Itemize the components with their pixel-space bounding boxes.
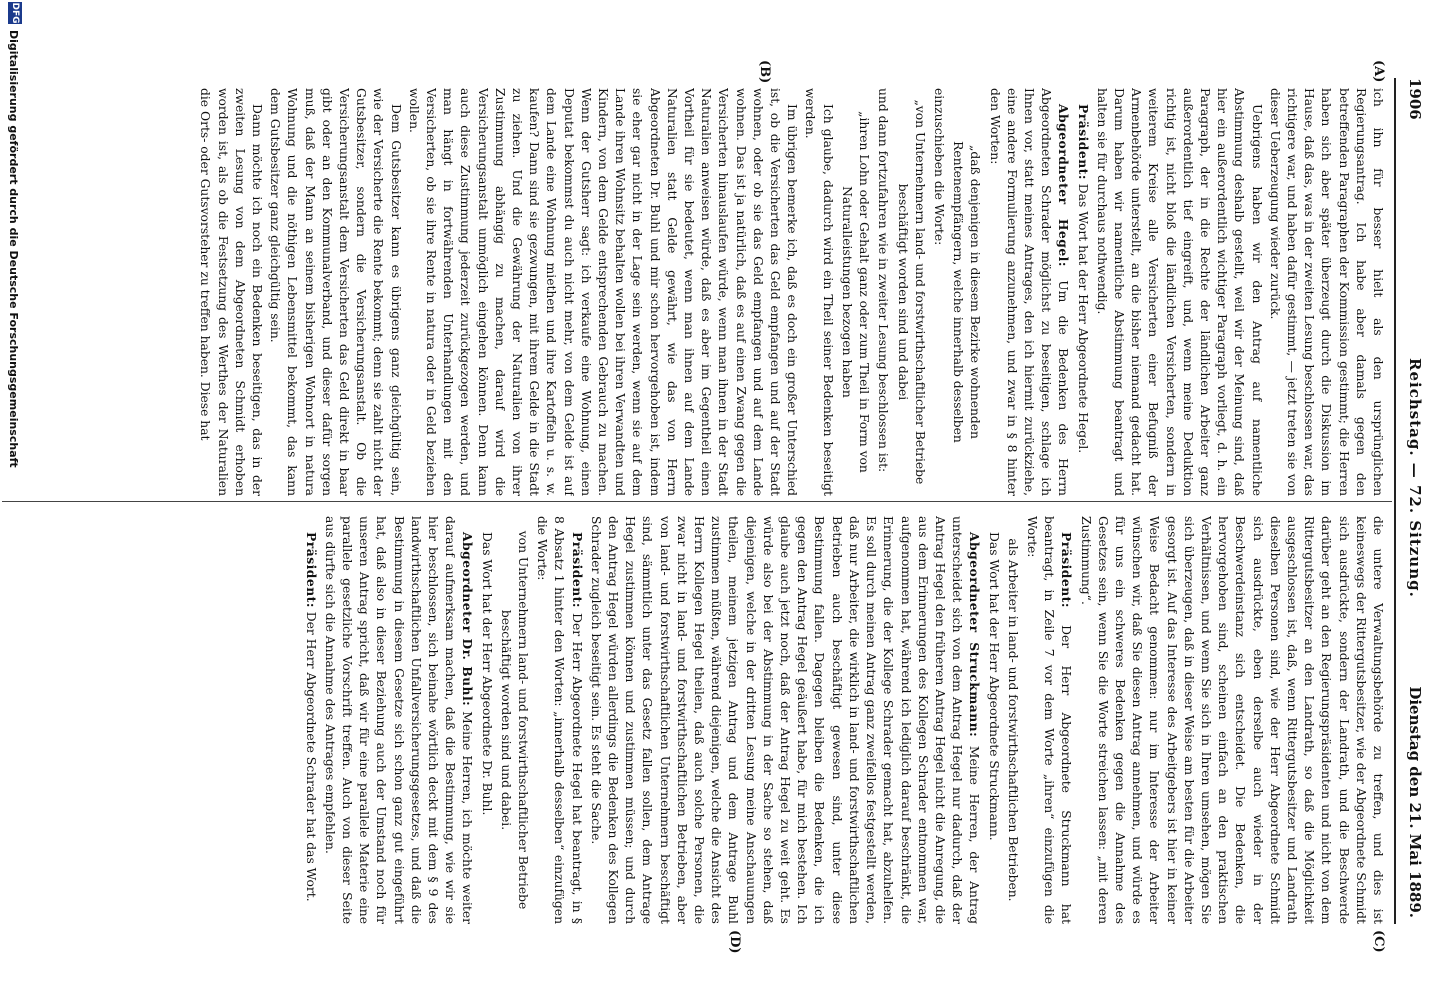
session-date: Dienstag den 21. Mai 1889. xyxy=(1406,686,1424,918)
digitization-footer xyxy=(0,0,28,1000)
speech-president xyxy=(1073,88,1091,496)
paragraph: Dem Gutsbesitzer kann es übrigens ganz gleichgültig sein, wie der Versicherte die Rente bekommt; denn sie zahlt nicht der Gutsbesitzer, sondern die Versicherungsanstalt. Ob die Versicherungsanstalt dem Versicherten das Geld direkt in baar gibt oder an den Kommunalverband, und dieser dafür sorgen muß, daß der Mann an seinem bisherigen Wohnort in natura Wohnung und die nöthigen Lebensmittel bekommt, das kann dem Gutsbesitzer ganz gleichgültig sein. xyxy=(268,88,403,496)
paragraph: und dann fortzufahren wie in zweiter Lesung beschlossen ist: xyxy=(876,88,891,473)
paragraph: Dann möchte ich noch ein Bedenken beseitigen, das in der zweiten Lesung von dem Abgeordneten Schmidt erhoben worden ist, als ob die Festsetzung des Werthes der Naturalien die Orts- oder Gutsvorsteher zu treffen haben. Diese hat xyxy=(198,88,264,496)
speech-president xyxy=(301,516,319,924)
dfg-logo: DFG xyxy=(10,2,20,24)
paragraph: ich ihn für besser hielt als den ursprünglichen Regierungsantrag. Ich habe aber damals gegen den betreffenden Paragraphen der Kommission gestimmt; die Herren haben sich aber später überzeugt durch die Diskussion im Hause, daß das, was in der zweiten Lesung beschlossen war, das richtigere war, und haben dafür gestimmt, — jetzt treten sie von dieser Ueberzeugung wieder zurück. xyxy=(1267,88,1385,496)
speech-hegel xyxy=(985,88,1072,496)
header-rule xyxy=(1394,78,1396,924)
speech-text: Der Herr Abgeordnete Struckmann hat beantragt, in Zeile 7 vor dem Worte „ihren“ einzufügen die Worte: xyxy=(1024,516,1074,924)
quoted-text: „von Unternehmern land- und forstwirthschaftlicher Betriebe beschäftigt worden sind und dabei xyxy=(895,99,927,485)
paragraph: Ich glaube, dadurch wird ein Theil seiner Bedenken beseitigt werden. xyxy=(803,88,835,496)
speech-buhl xyxy=(321,516,477,924)
margin-mark-a: (A) xyxy=(1371,60,1386,83)
paragraph: Uebrigens haben wir den Antrag auf namentliche Abstimmung deshalb gestellt, weil wir der Meinung sind, daß hier ein außerordentlich wichtiger Paragraph vorliegt, d. h. ein Paragraph, der in die Rechte der ländlichen Arbeiter ganz außerordentlich tief eingreift, und, wenn meine Deduktion richtig ist, nicht bloß die ländlichen Versicherten, sondern in weiterem Kreise alle Versicherten einer Befugniß der Armenbehörde unterstellt, an die bisher niemand gedacht hat. Darum haben wir namentliche Abstimmung beantragt und halten sie für durchaus nothwendig. xyxy=(1094,88,1264,496)
speech-president xyxy=(533,516,586,924)
speech-text: Um die Bedenken des Herrn Abgeordneten Schrader möglichst zu beseitigen, schlage ich Ihnen vor, statt meines Antrages, den ich hiermit zurückziehe, eine andere Formulierung anzunehmen, und zwar in § 8 hinter den Worten: xyxy=(987,88,1071,496)
speech-struckmann xyxy=(587,516,984,924)
speech-text: Der Herr Abgeordnete Schrader hat das Wort. xyxy=(303,611,318,902)
paragraph: Im übrigen bemerke ich, daß es doch ein großer Unterschied ist, ob die Versicherten das Geld empfangen und auf der Stadt wohnen, oder ob sie das Geld empfangen und auf dem Lande wohnen. Das ist ja natürlich, daß es auf einen Zwang gegen die Versicherten hinauslaufen würde, wenn man ihnen in der Stadt Naturalien anweisen würde, daß es aber im Gegentheil einen Vortheil für sie bedeutet, wenn man ihnen auf dem Lande Naturalien statt Gelde gewährt, wie das von Herrn Abgeordneten Dr. Buhl und mir schon hervorgehoben ist, indem sie eher gar nicht in der Lage sein werden, wenn sie auf dem Lande ihren Wohnsitz behalten wollen bei ihren Verwandten und Kindern, von dem Gelde entsprechenden Gebrauch zu machen. Wenn der Gutsherr sagt: ich verkaufe eine Wohnung, einen Deputat bekommst du auch nicht mehr, von dem Gelde ist auf dem Lande eine Wohnung miethen und ihre Kartoffeln u. s. w. kaufen? Dann sind sie gezwungen, mit ihrem Gelde in die Stadt zu ziehen. Und die Gewährung der Naturalien von ihrer Zustimmung abhängig zu machen, darauf wird die Versicherungsanstalt unmöglich eingehen können. Denn kann auch diese Zustimmung jederzeit zurückgezogen werden, und man hängt in fortwährenden Unterhandlungen mit den Versicherten, ob sie ihre Rente in natura oder in Geld beziehen wollen. xyxy=(406,88,800,496)
speaker-name: Präsident: xyxy=(569,532,585,608)
speaker-name: Präsident: xyxy=(1075,104,1091,180)
speaker-name: Abgeordneter Dr. Buhl: xyxy=(460,532,476,707)
margin-mark-d: (D) xyxy=(727,930,742,954)
speaker-name: Abgeordneter Hegel: xyxy=(1056,104,1072,267)
paragraph: Das Wort hat der Herr Abgeordnete Dr. Buhl. xyxy=(479,532,494,816)
speaker-name: Präsident: xyxy=(1059,532,1075,608)
footer-text: Digitalisierung gefördert durch die Deutsche Forschungsgemeinschaft xyxy=(7,30,20,468)
quoted-text: „daß denjenigen in diesem Bezirke wohnenden Rentenempfängern, welche innerhalb desselben xyxy=(951,141,983,443)
speaker-name: Abgeordneter Struckmann: xyxy=(967,532,983,738)
right-column xyxy=(2,516,1386,924)
paragraph: einzuschieben die Worte: xyxy=(931,88,946,246)
paragraph: Das Wort hat der Herr Abgeordnete Struckmann. xyxy=(986,532,1001,841)
margin-mark-c: (C) xyxy=(1371,930,1386,953)
quoted-text: als Arbeiter in land- und forstwirthschaftlichen Betrieben. xyxy=(1005,538,1020,902)
speech-text: Meine Herren, ich möchte weiter darauf aufmerksam machen, daß die Bestimmung, wie wir sie hier beschlossen, sich beinahe wörtlich deckt mit dem § 9 des landwirthschaftlichen Unfallversicherungsgesetzes, und daß die Bestimmung in diesem Gesetze sich schon ganz gut eingeführt hat, daß also in dieser Beziehung auch der Umstand noch für unseren Antrag spricht, daß wir für eine parallele Materie eine parallele gesetzliche Vorschrift treffen. Auch von dieser Seite aus dürfte sich die Annahme des Antrages empfehlen. xyxy=(322,516,475,924)
speech-text: Der Herr Abgeordnete Hegel hat beantragt, in § 8 Absatz 1 hinter den Worten: „innerhalb desselben“ einzufügen die Worte: xyxy=(535,516,584,924)
quoted-text: „ihren Lohn oder Gehalt ganz oder zum Theil in Form von Naturalleistungen bezogen haben xyxy=(839,111,872,473)
page-number: 1906 xyxy=(1406,78,1424,120)
speech-president xyxy=(1023,516,1076,924)
speaker-name: Präsident: xyxy=(303,532,319,608)
page-header xyxy=(1400,78,1424,918)
session-title: Reichstag. — 72. Sitzung. xyxy=(1406,358,1424,598)
paragraph: die untere Verwaltungsbehörde zu treffen, und dies ist keineswegs der Rittergutsbesitzer, wie der Abgeordnete Schmidt sich ausdrückte, sondern der Landrath, und die Beschwerde darüber geht an den Regierungspräsidenten und nicht von dem Rittergutsbesitzer an den Landrath, so daß die Möglichkeit ausgeschlossen ist, daß, wenn Rittergutsbesitzer und Landrath dieselben Personen sind, wie der Herr Abgeordnete Schmidt sich ausdrückte, eben derselbe auch wieder in der Beschwerdeinstanz sich entscheidet. Die Bedenken, die hervorgehoben sind, scheinen einfach an den praktischen Verhältnissen, und wenn Sie sich in Ihren umsehen, mögen Sie sich überzeugen, daß in dieser Weise am besten für die Arbeiter gesorgt ist. Auf das Interesse des Arbeitgebers ist hier in keiner Weise Bedacht genommen: nur im Interesse der Arbeiter wünschen wir, daß Sie diesen Antrag annehmen, und würde es für uns ein schweres Bedenken gegen die Annahme des Gesetzes sein, wenn Sie die Worte streichen lassen: „mit deren Zustimmung“. xyxy=(1078,516,1385,924)
column-divider xyxy=(2,501,1392,502)
margin-mark-b: (B) xyxy=(757,60,772,84)
left-column xyxy=(2,88,1386,496)
speech-text: Das Wort hat der Herr Abgeordnete Hegel. xyxy=(1075,183,1090,454)
quoted-text: von Unternehmern land- und forstwirthschaftlicher Betriebe beschäftigt worden sind und dabei. xyxy=(498,530,531,910)
speech-text: Meine Herren, der Antrag unterscheidet sich von dem Antrag Hegel nur dadurch, daß der Antrag Hegel den früheren Antrag Hegel nicht die Anregung, die aus dem Erinnerungen des Kollegen Schrader entnommen war, aufgenommen hat, während ich lediglich darauf beschränkt, die Erinnerung, die der Kollege Schrader gemacht hat, abzuhelfen. Es soll durch meinen Antrag ganz zweifellos festgestellt werden, daß nur Arbeiter, die wirklich in land- und forstwirthschaftlichen Betrieben auch beschäftigt gewesen sind, unter diese Bestimmung fallen. Dagegen bleiben die Bedenken, die ich gegen den Antrag Hegel geäußert habe, für mich bestehen. Ich glaube auch jetzt noch, daß der Antrag Hegel zu weit geht. Es würde also bei der Abstimmung in der Sache so stehen, daß diejenigen, welche in der dritten Lesung meine Anschauungen theilen, meinem jetzigen Antrag und dem Antrage Buhl zustimmen müßten, während diejenigen, welche die Ansicht des Herrn Kollegen Hegel theilen, daß auch solche Personen, die zwar nicht in land- und forstwirthschaftlichen Betrieben, aber von land- und forstwirthschaftlichen Unternehmern beschäftigt sind, sämmtlich unter das Gesetz fallen sollen, dem Antrage Hegel zustimmen können und zustimmen müssen; und durch den Antrag Hegel würden allerdings die Bedenken des Kollegen Schrader zugleich beseitigt sein. Es steht die Sache. xyxy=(588,516,982,924)
